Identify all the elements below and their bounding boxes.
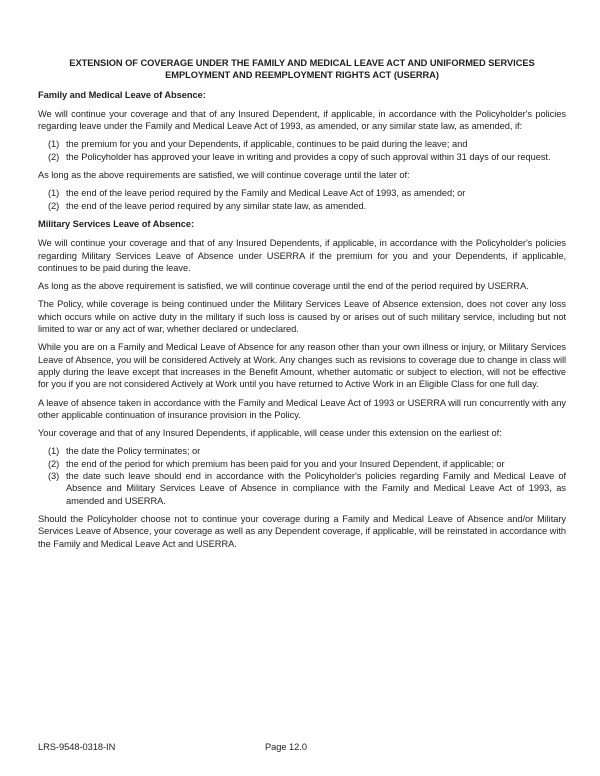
document-title-line1: EXTENSION OF COVERAGE UNDER THE FAMILY AND MEDICAL LEAVE ACT AND UNIFORMED SERVICES xyxy=(69,58,535,68)
list-item-number: (1) xyxy=(48,446,60,457)
paragraph: The Policy, while coverage is being continued under the Military Services Leave of Absence extension, does not cover any loss which occurs while on active duty in the military if such loss is caused by or arises out of such military service, including but not limited to war or any act of war, whether declared or undeclared. xyxy=(38,299,566,335)
list-item-text: the date the Policy terminates; or xyxy=(66,446,201,457)
list-item-number: (1) xyxy=(48,188,60,199)
list-item-number: (2) xyxy=(48,458,60,469)
section-heading-military: Military Services Leave of Absence: xyxy=(38,218,195,229)
list-item-text: the Policyholder has approved your leave in writing and provides a copy of such approval within 31 days of our request. xyxy=(66,151,551,162)
list-item-number: (2) xyxy=(48,200,60,211)
page-number: Page 12.0 xyxy=(265,742,307,752)
paragraph: Should the Policyholder choose not to continue your coverage during a Family and Medical Leave of Absence and/or Military Services Leave of Absence, your coverage as well as any Dependent coverage, if applicable, will be reinstated in accordance with the Family and Medical Leave Act and USERRA. xyxy=(38,513,566,549)
list-item-text: the end of the leave period required by any similar state law, as amended. xyxy=(66,200,367,211)
list-item xyxy=(38,470,566,507)
list-item-text: the premium for you and your Dependents, if applicable, continues to be paid during the leave; and xyxy=(66,139,468,150)
list-item xyxy=(38,138,566,150)
paragraph: Your coverage and that of any Insured Dependents, if applicable, will cease under this extension on the earliest of: xyxy=(38,428,502,439)
section-heading-fmla: Family and Medical Leave of Absence: xyxy=(38,89,206,100)
numbered-list xyxy=(38,187,566,212)
list-item-number: (1) xyxy=(48,139,60,150)
list-item-text: the end of the period for which premium has been paid for you and your Insured Dependent, if applicable; or xyxy=(66,458,505,469)
numbered-list xyxy=(38,445,566,506)
list-item-number: (2) xyxy=(48,151,60,162)
list-item-text: the date such leave should end in accordance with the Policyholder's policies regarding Family and Medical Leave of Absence and Military Services Leave of Absence in compliance with the Family and Medical Leave Act of 1993, as amended and USERRA. xyxy=(66,471,566,506)
document-title xyxy=(38,57,566,82)
list-item xyxy=(38,200,566,212)
list-item xyxy=(38,458,566,470)
list-item xyxy=(38,151,566,163)
document-title-line2: EMPLOYMENT AND REEMPLOYMENT RIGHTS ACT (USERRA) xyxy=(165,70,439,81)
document-content xyxy=(38,57,566,556)
paragraph: As long as the above requirements are satisfied, we will continue coverage until the later of: xyxy=(38,170,410,181)
list-item xyxy=(38,187,566,199)
paragraph: While you are on a Family and Medical Leave of Absence for any reason other than your own illness or injury, or Military Services Leave of Absence, you will be considered Actively at Work. Any changes such as revisions to coverage due to change in class will apply during the leave except that increases in the Benefit Amount, whether automatic or subject to election, will not be effective for you if you are not considered Actively at Work until you have returned to Active Work in an Eligible Class for one full day. xyxy=(38,342,566,390)
paragraph: We will continue your coverage and that of any Insured Dependents, if applicable, in accordance with the Policyholder's policies regarding Military Services Leave of Absence under USERRA if the premium for you and your Dependents, if applicable, continues to be paid during the leave. xyxy=(38,238,566,273)
form-number: LRS-9548-0318-IN xyxy=(38,742,116,752)
page-footer xyxy=(38,741,600,755)
paragraph: A leave of absence taken in accordance with the Family and Medical Leave Act of 1993 or USERRA will run concurrently with any other applicable continuation of insurance provision in the Policy. xyxy=(38,397,566,420)
numbered-list xyxy=(38,138,566,163)
list-item xyxy=(38,445,566,457)
paragraph: We will continue your coverage and that of any Insured Dependent, if applicable, in accordance with the Policyholder's policies regarding leave under the Family and Medical Leave Act of 1993, as amended, or any similar state law, as amended, if: xyxy=(38,108,566,132)
list-item-number: (3) xyxy=(48,471,60,482)
list-item-text: the end of the leave period required by the Family and Medical Leave Act of 1993, as amended; or xyxy=(66,188,466,199)
paragraph: As long as the above requirement is satisfied, we will continue coverage until the end of the period required by USERRA. xyxy=(38,281,529,292)
